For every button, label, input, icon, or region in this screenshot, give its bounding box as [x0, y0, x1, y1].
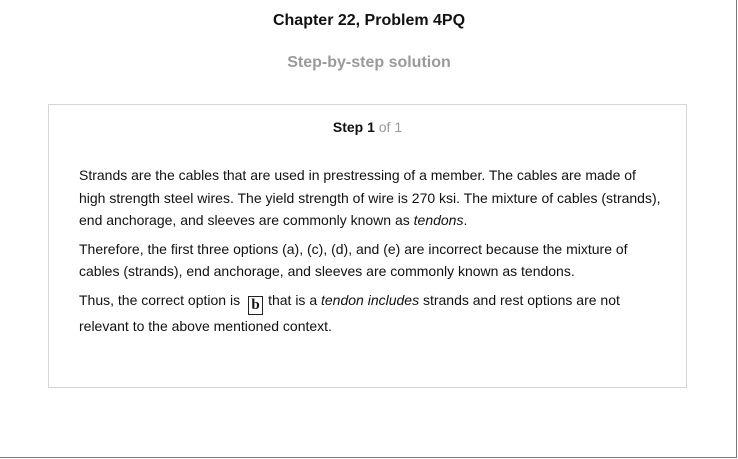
step-indicator [49, 119, 686, 135]
answer-box: b [248, 296, 263, 315]
emphasis-tendon-includes: tendon includes [321, 291, 420, 308]
chapter-title: Chapter 22, Problem 4PQ [272, 12, 466, 29]
solution-content [79, 164, 664, 343]
solution-paragraph-1: Strands are the cables that are used in prestressing of a member. The cables are made of high strength steel wires. The yield strength of wire is 270 ksi. The mixture of cables (strands), end anchorage, and sleeves are commonly known as tendons. [79, 167, 661, 228]
solution-subtitle: Step-by-step solution [287, 54, 451, 71]
step-card [48, 104, 687, 388]
emphasis-tendons: tendons [413, 212, 464, 228]
step-number: Step 1 [332, 119, 375, 135]
solution-paragraph-3: Thus, the correct option is b that is a tendon includes strands and rest options are not relevant to the above mentioned context. [79, 291, 620, 334]
solution-paragraph-2: Therefore, the first three options (a), (c), (d), and (e) are incorrect because the mixture of cables (strands), end anchorage, and sleeves are commonly known as tendons. [79, 240, 628, 279]
step-total: of 1 [378, 119, 403, 135]
